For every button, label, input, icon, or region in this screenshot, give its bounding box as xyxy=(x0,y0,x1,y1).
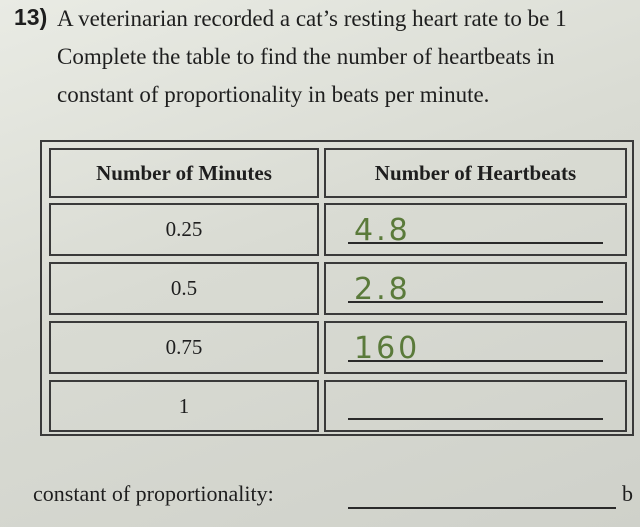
handwritten-answer-1: 4.8 xyxy=(354,213,411,248)
minutes-cell-4: 1 xyxy=(49,380,319,432)
question-line-3: constant of proportionality in beats per minute. xyxy=(57,82,490,107)
question-line-1: A veterinarian recorded a cat’s resting heart rate to be 1 xyxy=(57,6,567,31)
constant-label: constant of proportionality: xyxy=(33,481,274,506)
answer-blank-1 xyxy=(348,242,603,244)
constant-answer-blank[interactable] xyxy=(348,507,616,509)
constant-unit: b xyxy=(622,481,633,506)
heartbeats-cell-3[interactable] xyxy=(324,321,627,374)
heartbeats-cell-2[interactable] xyxy=(324,262,627,315)
heartbeats-cell-4[interactable] xyxy=(324,380,627,432)
header-heartbeats: Number of Heartbeats xyxy=(324,148,627,198)
minutes-cell-2: 0.5 xyxy=(49,262,319,315)
handwritten-answer-3: 160 xyxy=(354,331,421,366)
minutes-cell-3: 0.75 xyxy=(49,321,319,374)
question-line-2: Complete the table to find the number of heartbeats in xyxy=(57,44,555,69)
answer-blank-4 xyxy=(348,418,603,420)
answer-blank-2 xyxy=(348,301,603,303)
heartbeats-cell-1[interactable] xyxy=(324,203,627,256)
question-number: 13) xyxy=(14,4,48,30)
header-minutes: Number of Minutes xyxy=(49,148,319,198)
minutes-cell-1: 0.25 xyxy=(49,203,319,256)
handwritten-answer-2: 2.8 xyxy=(354,272,411,307)
heartbeat-table xyxy=(40,140,634,436)
answer-blank-3 xyxy=(348,360,603,362)
